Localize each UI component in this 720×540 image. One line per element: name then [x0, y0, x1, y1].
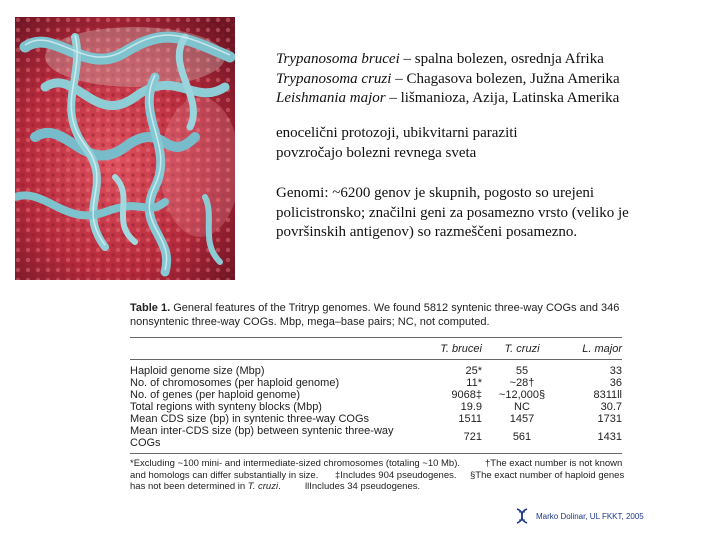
cell-l-major: 8311ll — [593, 389, 622, 401]
table-row — [130, 377, 622, 389]
cell-t-cruzi: ~28† — [509, 377, 535, 389]
footnote-ll: llIncludes 34 pseudogenes. — [305, 481, 421, 492]
species-name: Leishmania major — [276, 90, 386, 106]
table-row — [130, 425, 622, 454]
description-line: povzročajo bolezni revnega sveta — [276, 144, 477, 161]
cell-l-major: 1731 — [597, 413, 622, 425]
cell-t-cruzi: 561 — [482, 425, 562, 454]
table-caption-text: General features of the Tritryp genomes. We found 5812 syntenic three-way COGs and 346 nonsyntenic three-way COGs. Mbp, mega–base pairs; NC, not computed. — [130, 302, 620, 328]
table-header-empty — [130, 338, 412, 360]
cell-l-major: 1431 — [562, 425, 622, 454]
genome-features-table — [130, 337, 622, 454]
table-caption-label: Table 1. — [130, 302, 171, 314]
cell-l-major: 33 — [609, 365, 622, 377]
cell-t-brucei: 25* — [465, 365, 482, 377]
species-name: Trypanosoma cruzi — [276, 70, 392, 87]
footnote-star: *Excluding ~100 mini- and intermediate-sized chromosomes (totaling ~10 Mb). — [130, 458, 461, 469]
cell-l-major: 36 — [609, 377, 622, 389]
footnote-not-determined-text: has not been determined in — [130, 481, 248, 492]
row-label: Mean CDS size (bp) in syntenic three-way COGs — [130, 413, 370, 425]
row-label: Haploid genome size (Mbp) — [130, 365, 265, 377]
genome-features-table-figure — [130, 302, 625, 494]
table-row — [130, 360, 622, 378]
species-desc: – Chagasova bolezen, Južna Amerika — [391, 70, 620, 87]
table-footnotes — [130, 458, 625, 494]
cell-t-brucei: 19.9 — [460, 401, 482, 413]
cell-t-cruzi: ~12,000§ — [498, 389, 546, 401]
species-list — [276, 50, 620, 109]
footnote-not-determined — [130, 481, 281, 493]
cell-l-major: 30.7 — [600, 401, 622, 413]
description-block — [276, 124, 518, 163]
row-label: Total regions with synteny blocks (Mbp) — [130, 401, 322, 413]
dna-helix-icon — [513, 507, 531, 525]
footnote-ddagger: ‡Includes 904 pseudogenes. — [335, 469, 457, 481]
table-row — [130, 413, 622, 425]
row-label: No. of genes (per haploid genome) — [130, 389, 300, 401]
cell-t-cruzi: 1457 — [509, 413, 535, 425]
table-row — [130, 389, 622, 401]
cell-t-brucei: 11* — [466, 377, 482, 389]
cell-t-cruzi: NC — [514, 401, 530, 413]
table-row — [130, 401, 622, 413]
species-name: Trypanosoma brucei — [276, 51, 400, 67]
footer-author: Marko Dolinar, UL FKKT, 2005 — [536, 511, 644, 521]
species-desc: – spalna bolezen, osrednja Afrika — [399, 51, 604, 67]
genome-paragraph — [276, 184, 666, 243]
cell-t-brucei: 1511 — [458, 413, 482, 425]
trypanosome-micrograph — [15, 17, 235, 280]
column-header: L. major — [562, 338, 622, 360]
genome-text: Genomi: ~6200 genov je skupnih, pogosto so urejeni policistronsko; značilni geni za posamezno vrsto (veliko je površinskih antigenov) so razmeščeni posamezno. — [276, 185, 629, 240]
column-header: T. brucei — [412, 338, 482, 360]
species-line — [276, 50, 620, 70]
footnote-period: . — [278, 481, 281, 492]
cell-t-brucei: 721 — [412, 425, 482, 454]
slide-footer — [513, 506, 644, 526]
species-line — [276, 70, 620, 90]
row-label: Mean inter-CDS size (bp) between syntenic three-way COGs — [130, 425, 412, 454]
footnote-section: §The exact number of haploid genes — [470, 469, 625, 481]
cell-t-cruzi: 55 — [515, 365, 529, 377]
description-line: enocelični protozoji, ubikvitarni paraziti — [276, 125, 518, 141]
species-desc: – lišmanioza, Azija, Latinska Amerika — [385, 90, 620, 106]
footnote-species: T. cruzi — [247, 481, 279, 492]
table-header-row — [130, 338, 622, 360]
column-header: T. cruzi — [482, 338, 562, 360]
footnote-homologs: and homologs can differ substantially in size. — [130, 469, 319, 481]
species-line — [276, 89, 620, 109]
row-label: No. of chromosomes (per haploid genome) — [130, 377, 340, 389]
footnote-dagger: †The exact number is not known — [485, 458, 623, 469]
table-caption — [130, 302, 622, 329]
cell-t-brucei: 9068‡ — [451, 389, 482, 401]
